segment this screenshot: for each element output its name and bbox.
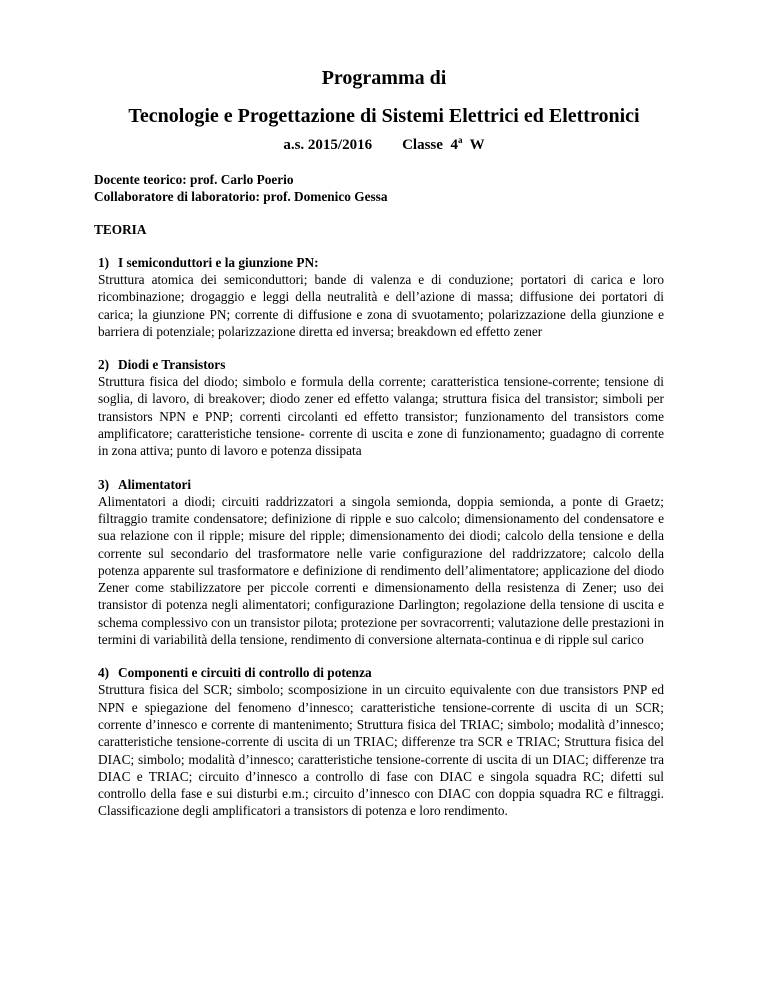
section-4 xyxy=(98,664,664,819)
section-title-text: I semiconduttori e la giunzione PN: xyxy=(118,255,319,270)
section-title xyxy=(98,254,664,271)
class-letter: W xyxy=(469,137,485,153)
section-number: 1) xyxy=(98,255,110,270)
section-title-text: Alimentatori xyxy=(118,476,192,492)
section-title-text: Diodi e Transistors xyxy=(118,357,226,373)
sections-list xyxy=(98,254,664,836)
section-title xyxy=(98,356,664,373)
class-label: Classe xyxy=(402,137,443,153)
section-3 xyxy=(98,476,664,649)
title-line-2: Tecnologie e Progettazione di Sistemi Elettrici ed Elettronici xyxy=(128,105,640,127)
school-year: a.s. 2015/2016 xyxy=(283,137,373,153)
teacher-line: Docente teorico: prof. Carlo Poerio xyxy=(94,172,294,187)
section-number: 2) xyxy=(98,357,110,373)
section-title-text: Componenti e circuiti di controllo di potenza xyxy=(118,665,372,681)
subtitle xyxy=(0,136,768,154)
staff-block xyxy=(94,171,388,205)
section-body: Struttura fisica del diodo; simbolo e formula della corrente; caratteristica tensione-corrente; tensione di soglia, di lavoro, di breakover; diodo zener ed effetto valanga; struttura fisica del transistor; simboli per transistors NPN e PNP; correnti circolanti ed effetto transistor; funzionamento del transistors come amplificatore; caratteristiche tensione- corrente di uscita e zone di funzionamento; guadagno di corrente in zona attiva; punto di lavoro e potenza dissipata xyxy=(98,374,664,459)
section-body: Struttura fisica del SCR; simbolo; scomposizione in un circuito equivalente con due transistors PNP ed NPN e spiegazione del fenomeno d’innesco; caratteristiche tensione-corrente di uscita di un SCR; corrente d’innesco e corrente di mantenimento; Struttura fisica del TRIAC; simbolo; modalità d’innesco; caratteristiche tensione-corrente di uscita di un TRIAC; differenze tra SCR e TRIAC; Struttura fisica del DIAC; simbolo; modalità d’innesco; caratteristiche tensione-corrente di uscita di un DIAC; differenze tra DIAC e TRIAC; circuito d’innesco a controllo di fase con DIAC e singola squadra RC; difetti sul controllo della fase e sui disturbi e.m.; circuito d’innesco con DIAC con doppia squadra RC e filtraggi. Classificazione degli amplificatori a transistors di potenza e loro rendimento. xyxy=(98,682,664,819)
section-number: 4) xyxy=(98,665,110,681)
section-title xyxy=(98,476,664,493)
lab-teacher-line: Collaboratore di laboratorio: prof. Domenico Gessa xyxy=(94,189,388,204)
title-line-1: Programma di xyxy=(321,67,447,89)
section-heading: TEORIA xyxy=(94,222,147,237)
section-title xyxy=(98,664,664,681)
section-number: 3) xyxy=(98,476,110,492)
section-1 xyxy=(98,254,664,340)
section-body: Struttura atomica dei semiconduttori; bande di valenza e di conduzione; portatori di carica e loro ricombinazione; drogaggio e leggi della neutralità e dell’azione di massa; diffusione dei portatori di carica; la giunzione PN; corrente di diffusione e zona di svuotamento; polarizzazione della giunzione e barriera di potenziale; polarizzazione diretta ed inversa; breakdown ed effetto zener xyxy=(98,272,664,339)
class-number: 4 xyxy=(450,137,458,153)
section-body: Alimentatori a diodi; circuiti raddrizzatori a singola semionda, doppia semionda, a ponte di Graetz; filtraggio tramite condensatore; definizione di ripple e suo calcolo; dimensionamento del condensatore e sua relazione con il ripple; misure del ripple; dimensionamento dei diodi; calcolo della tensione e della corrente sul secondario del trasformatore nelle varie configurazione del raddrizzatore; calcolo della potenza apparente sul trasformatore e definizione di rendimento dell’alimentatore; applicazione del diodo Zener come stabilizzatore per piccole correnti e dimensionamento della resistenza di Zener; uso dei transistor di potenza negli alimentatori; configurazione Darlington; regolazione della tensione di uscita e schema complessivo con un transistor pilota; protezione per sovracorrenti; valutazione delle prestazioni in termini di variabilità della tensione, rendimento di conversione alternata-continua e di ripple sul carico xyxy=(98,493,664,648)
section-2 xyxy=(98,356,664,459)
class-superscript: a xyxy=(457,135,463,145)
